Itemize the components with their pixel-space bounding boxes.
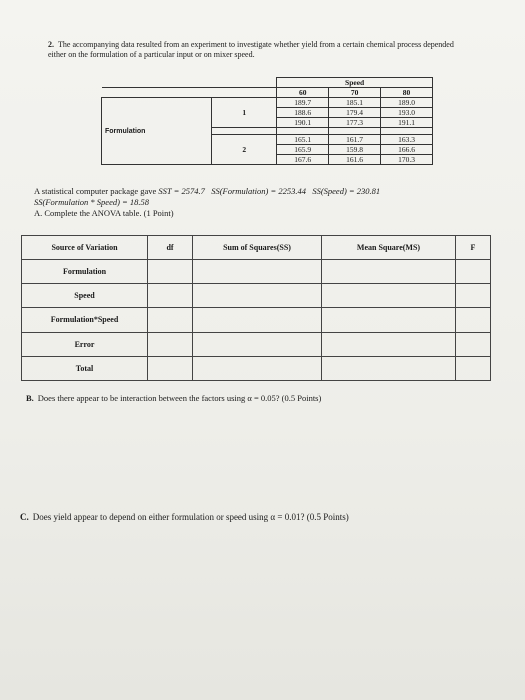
anova-df-cell[interactable] [148,332,193,356]
anova-df-cell[interactable] [148,308,193,332]
anova-row-interaction: Formulation*Speed [22,308,148,332]
part-a-instruction: A. Complete the ANOVA table. (1 Point) [34,208,174,218]
anova-ms-cell[interactable] [322,356,456,380]
anova-df-cell[interactable] [148,260,193,284]
ss-formulation-value: SS(Formulation) = 2253.44 [211,186,306,196]
sst-value: SST = 2574.7 [158,186,205,196]
data-cell: 166.6 [381,145,433,155]
statistics-summary [34,186,514,219]
data-cell: 161.6 [329,155,381,165]
question-number: 2. [48,40,54,49]
anova-ss-cell[interactable] [193,284,322,308]
yield-data-table [101,77,433,165]
data-cell: 193.0 [381,108,433,118]
anova-row-error: Error [22,332,148,356]
data-cell: 185.1 [329,98,381,108]
anova-ms-cell[interactable] [322,308,456,332]
anova-f-cell[interactable] [456,284,491,308]
question-b-letter: B. [26,393,34,403]
data-cell: 167.6 [277,155,329,165]
data-cell: 165.1 [277,135,329,145]
anova-ms-cell[interactable] [322,284,456,308]
data-cell: 161.7 [329,135,381,145]
anova-row-speed: Speed [22,284,148,308]
anova-ss-cell[interactable] [193,260,322,284]
ss-interaction-value: SS(Formulation * Speed) = 18.58 [34,197,150,207]
question-b [26,393,506,403]
ss-speed-value: SS(Speed) = 230.81 [312,186,381,196]
stats-line-1 [34,186,514,197]
anova-f-cell[interactable] [456,356,491,380]
spacer-cell [212,128,277,135]
anova-df-cell[interactable] [148,284,193,308]
anova-f-cell[interactable] [456,332,491,356]
question-b-text: Does there appear to be interaction between the factors using α = 0.05? (0.5 Points) [37,393,322,403]
formulation-label: Formulation [102,98,212,165]
stats-line-2 [34,197,514,208]
data-cell: 159.8 [329,145,381,155]
stats-prefix: A statistical computer package gave [34,186,157,196]
question-c [20,512,510,522]
data-cell: 191.1 [381,118,433,128]
data-cell: 179.4 [329,108,381,118]
anova-ss-cell[interactable] [193,308,322,332]
anova-header-df: df [148,236,193,260]
anova-header-ms: Mean Square(MS) [322,236,456,260]
anova-header-f: F [456,236,491,260]
question-2-text: The accompanying data resulted from an experiment to investigate whether yield from a certain chemical process depended either on the formulation of a particular input or on mixer speed. [48,40,454,59]
anova-row-total: Total [22,356,148,380]
data-cell: 189.7 [277,98,329,108]
anova-header-ss: Sum of Squares(SS) [193,236,322,260]
question-c-text: Does yield appear to depend on either formulation or speed using α = 0.01? (0.5 Points) [32,512,349,522]
speed-60-header: 60 [277,88,329,98]
data-cell: 189.0 [381,98,433,108]
data-cell: 190.1 [277,118,329,128]
anova-row-formulation: Formulation [22,260,148,284]
anova-df-cell[interactable] [148,356,193,380]
speed-header: Speed [277,78,433,88]
data-cell: 188.6 [277,108,329,118]
spacer-cell [381,128,433,135]
anova-header-source: Source of Variation [22,236,148,260]
anova-f-cell[interactable] [456,260,491,284]
data-cell: 163.3 [381,135,433,145]
question-c-letter: C. [20,512,29,522]
speed-80-header: 80 [381,88,433,98]
anova-ms-cell[interactable] [322,260,456,284]
anova-f-cell[interactable] [456,308,491,332]
anova-table [21,235,491,381]
spacer-cell [329,128,381,135]
anova-ms-cell[interactable] [322,332,456,356]
data-cell: 177.3 [329,118,381,128]
spacer-cell [277,128,329,135]
formulation-level-1: 1 [212,98,277,128]
data-cell: 170.3 [381,155,433,165]
formulation-level-2: 2 [212,135,277,165]
speed-70-header: 70 [329,88,381,98]
anova-ss-cell[interactable] [193,332,322,356]
anova-ss-cell[interactable] [193,356,322,380]
data-cell: 165.9 [277,145,329,155]
question-2 [48,40,468,60]
